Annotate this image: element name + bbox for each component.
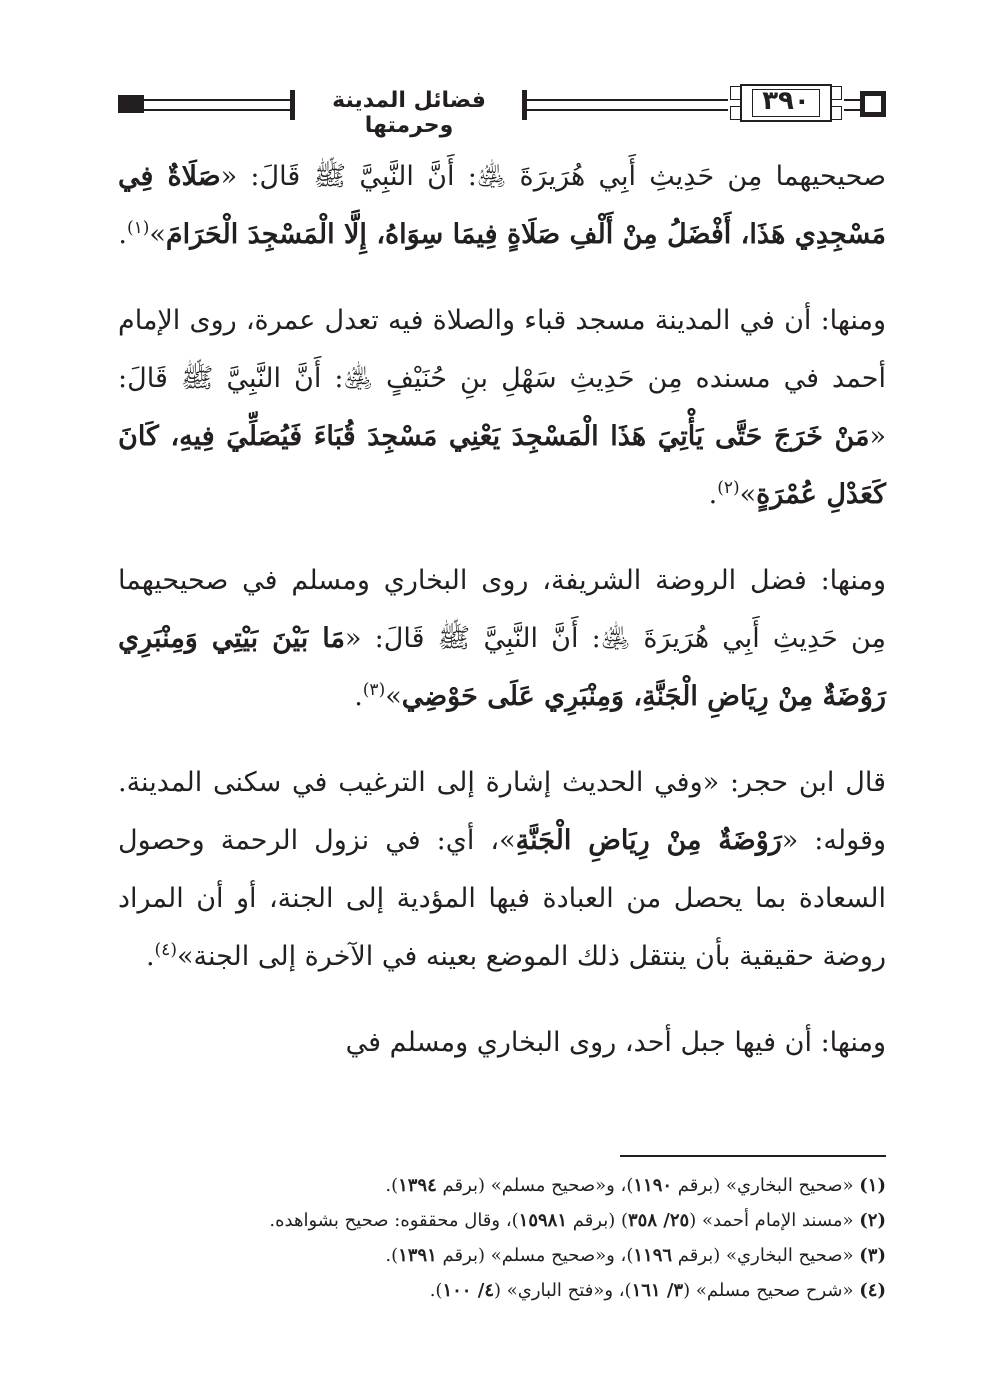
paragraph — [118, 148, 886, 264]
footnote-number: (١) — [859, 1175, 886, 1196]
footnote-ref: (١) — [126, 218, 150, 238]
text: قال ابن حجر: «وفي الحديث إشارة إلى الترغيب في سكنى المدينة. وقوله: « — [118, 767, 887, 856]
footnote — [118, 1168, 886, 1203]
text: «صحيح البخاري» (برقم — [672, 1245, 854, 1266]
footnote-ref: (٤) — [154, 940, 177, 960]
text: )، وقال محققوه: صحيح بشواهده. — [269, 1210, 519, 1231]
text: »، أي: في نزول الرحمة وحصول السعادة بما يحصل من العبادة فيها المؤدية إلى الجنة، أو أن المراد روضة حقيقية بأن ينتقل ذلك الموضع بعينه في الآخرة إلى الجنة» — [118, 825, 886, 972]
text: ومنها: أن فيها جبل أحد، روى البخاري ومسلم في — [345, 1027, 886, 1058]
header-right-ornament — [860, 91, 886, 117]
text: صحيحيهما مِن حَدِيثِ أَبِي هُرَيرَةَ ﵁: أَنَّ النَّبِيَّ ﷺ قَالَ: « — [220, 161, 886, 192]
number: ١٣٩٤ — [398, 1175, 437, 1196]
footnote-number: (٣) — [859, 1245, 886, 1266]
hadith-text: مَنْ خَرَجَ حَتَّى يَأْتِيَ هَذَا الْمَسْجِدَ يَعْنِي مَسْجِدَ قُبَاءَ فَيُصَلِّيَ فِيهِ، كَانَ كَعَدْلِ عُمْرَةٍ — [118, 421, 886, 510]
text: ) (برقم — [567, 1210, 629, 1231]
number: ١٥٩٨١ — [518, 1210, 567, 1231]
text: «شرح صحيح مسلم» ( — [683, 1280, 854, 1301]
paragraph — [118, 754, 886, 986]
hadith-text: رَوْضَةٌ مِنْ رِيَاضِ الْجَنَّةِ — [515, 825, 782, 856]
text: «صحيح البخاري» (برقم — [672, 1175, 854, 1196]
text: . — [354, 681, 363, 712]
number: ١٣٩١ — [398, 1245, 437, 1266]
footnotes — [118, 1168, 886, 1308]
number: ٤/ ١٠٠ — [442, 1280, 494, 1301]
footnote-number: (٢) — [859, 1210, 886, 1231]
text: » — [385, 681, 402, 712]
text: . — [708, 479, 718, 510]
text: )، و«صحيح مسلم» (برقم — [436, 1175, 634, 1196]
text: ). — [385, 1175, 399, 1196]
footnote-ref: (٢) — [717, 478, 740, 498]
text: )، و«فتح الباري» ( — [493, 1280, 632, 1301]
paragraph — [118, 1014, 886, 1072]
header-left-ornament — [118, 95, 144, 113]
text: . — [145, 941, 155, 972]
hadith-text: صَلَاةٌ فِي مَسْجِدِي هَذَا، أَفْضَلُ مِنْ أَلْفِ صَلَاةٍ فِيمَا سِوَاهُ، إِلَّا الْمَسْجِدَ الْحَرَامَ — [118, 161, 886, 250]
main-text — [118, 148, 886, 1100]
number: ٢٥/ ٣٥٨ — [628, 1210, 690, 1231]
footnote — [118, 1273, 886, 1308]
footnote — [118, 1203, 886, 1238]
text: «مسند الإمام أحمد» ( — [689, 1210, 854, 1231]
footnote-number: (٤) — [859, 1280, 886, 1301]
header-rule — [144, 99, 290, 111]
paragraph — [118, 552, 886, 726]
text: ومنها: أن في المدينة مسجد قباء والصلاة فيه تعدل عمرة، روى الإمام أحمد في مسنده مِن حَدِيثِ سَهْلِ بنِ حُنَيْفٍ ﵁: أَنَّ النَّبِيَّ ﷺ قَالَ: « — [118, 305, 886, 452]
number: ١١٩٦ — [633, 1245, 673, 1266]
chapter-title: فضائل المدينة وحرمتها — [296, 88, 522, 138]
footnote-ref: (٣) — [362, 680, 386, 700]
text: )، و«صحيح مسلم» (برقم — [436, 1245, 634, 1266]
running-header — [118, 80, 886, 138]
page-number: ٣٩٠ — [762, 86, 810, 116]
footnote — [118, 1238, 886, 1273]
header-divider — [290, 90, 295, 120]
text: ). — [429, 1280, 443, 1301]
page-number-box — [728, 84, 844, 124]
paragraph — [118, 292, 886, 524]
footnote-separator — [620, 1155, 886, 1157]
number: ٣/ ١٦١ — [631, 1280, 684, 1301]
header-rule — [844, 99, 860, 111]
hadith-text: مَا بَيْنَ بَيْتِي وَمِنْبَرِي رَوْضَةٌ مِنْ رِيَاضِ الْجَنَّةِ، وَمِنْبَرِي عَلَى حَوْضِي — [118, 623, 886, 712]
text: ). — [385, 1245, 399, 1266]
header-rule — [527, 99, 728, 111]
number: ١١٩٠ — [633, 1175, 673, 1196]
text: . — [118, 219, 127, 250]
text: » — [149, 219, 166, 250]
text: » — [739, 479, 757, 510]
text: ومنها: فضل الروضة الشريفة، روى البخاري ومسلم في صحيحيهما مِن حَدِيثِ أَبِي هُرَيرَةَ ﵁: أَنَّ النَّبِيَّ ﷺ قَالَ: « — [118, 565, 886, 654]
